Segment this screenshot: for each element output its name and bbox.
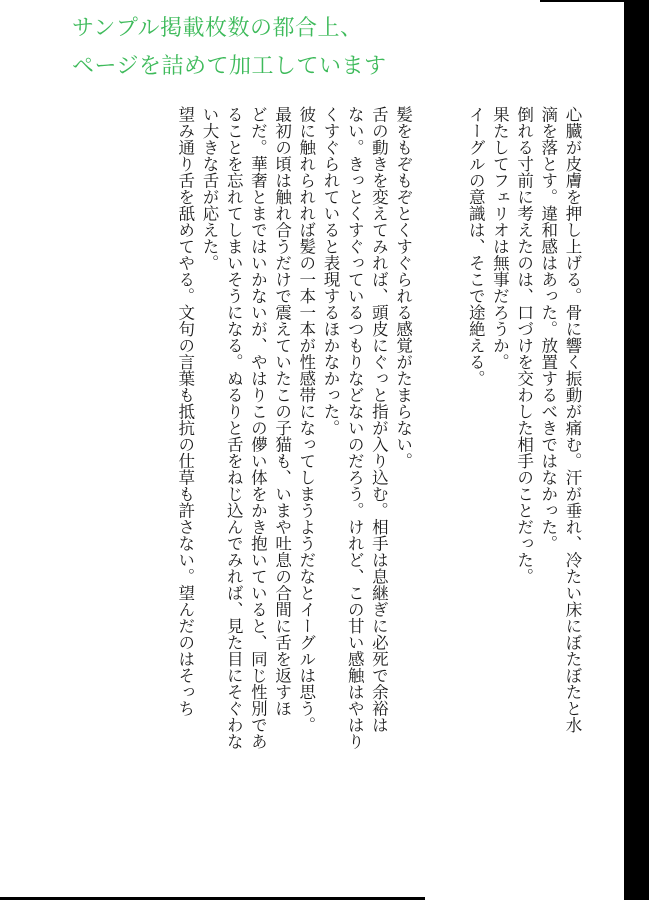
- frame-edge-right: [624, 0, 649, 900]
- sample-notice: [72, 10, 432, 86]
- vertical-body-text: [173, 106, 584, 836]
- text-line: 望み通り舌を舐めてやる。文句の言葉も抵抗の仕草も許さない。望んだのはそっち: [175, 106, 195, 717]
- text-line: どだ。華奢とまではいかないが、やはりこの儚い体をかき抱いていると、同じ性別であ: [248, 106, 268, 750]
- frame-edge-top: [540, 0, 630, 2]
- text-line: 倒れる寸前に考えたのは、口づけを交わした相手のことだった。: [514, 106, 534, 585]
- text-line: 果たしてフェリオは無事だろうか。: [490, 106, 510, 370]
- blank-line: [439, 106, 463, 836]
- notice-line-1: サンプル掲載枚数の都合上、: [72, 16, 363, 41]
- text-line: 舌の動きを変えてみれば、頭皮にぐっと指が入り込む。相手は息継ぎに必死で余裕は: [369, 106, 389, 733]
- text-line: イーグルの意識は、そこで途絶える。: [466, 106, 486, 387]
- text-line: ることを忘れてしまいそうになる。ぬるりと舌をねじ込んでみれば、見た目にそぐわな: [224, 106, 244, 750]
- text-line: くすぐられていると表現するほかなかった。: [321, 106, 340, 436]
- blank-line: [415, 106, 439, 836]
- text-line: 最初の頃は触れ合うだけで震えていたこの子猫も、いまや吐息の合間に舌を返すほ: [272, 106, 292, 717]
- text-line: 彼に触れられれば髪の一本一本が性感帯になってしまうようだなとイーグルは思う。: [296, 106, 316, 733]
- text-line: 滴を落とす。違和感はあった。放置するべきではなかった。: [538, 106, 558, 552]
- text-line: い大きな舌が応えた。: [199, 106, 219, 271]
- text-line: ない。きっとくすぐっているつもりなどないのだろう。けれど、この甘い感触はやはり: [345, 106, 365, 750]
- text-line: 心臓が皮膚を押し上げる。骨に響く振動が痛む。汗が垂れ、冷たい床にぼたぼたと水: [563, 106, 582, 733]
- notice-line-2: ページを詰めて加工しています: [72, 54, 387, 79]
- text-line: 髪をもぞもぞとくすぐられる感覚がたまらない。: [393, 106, 413, 469]
